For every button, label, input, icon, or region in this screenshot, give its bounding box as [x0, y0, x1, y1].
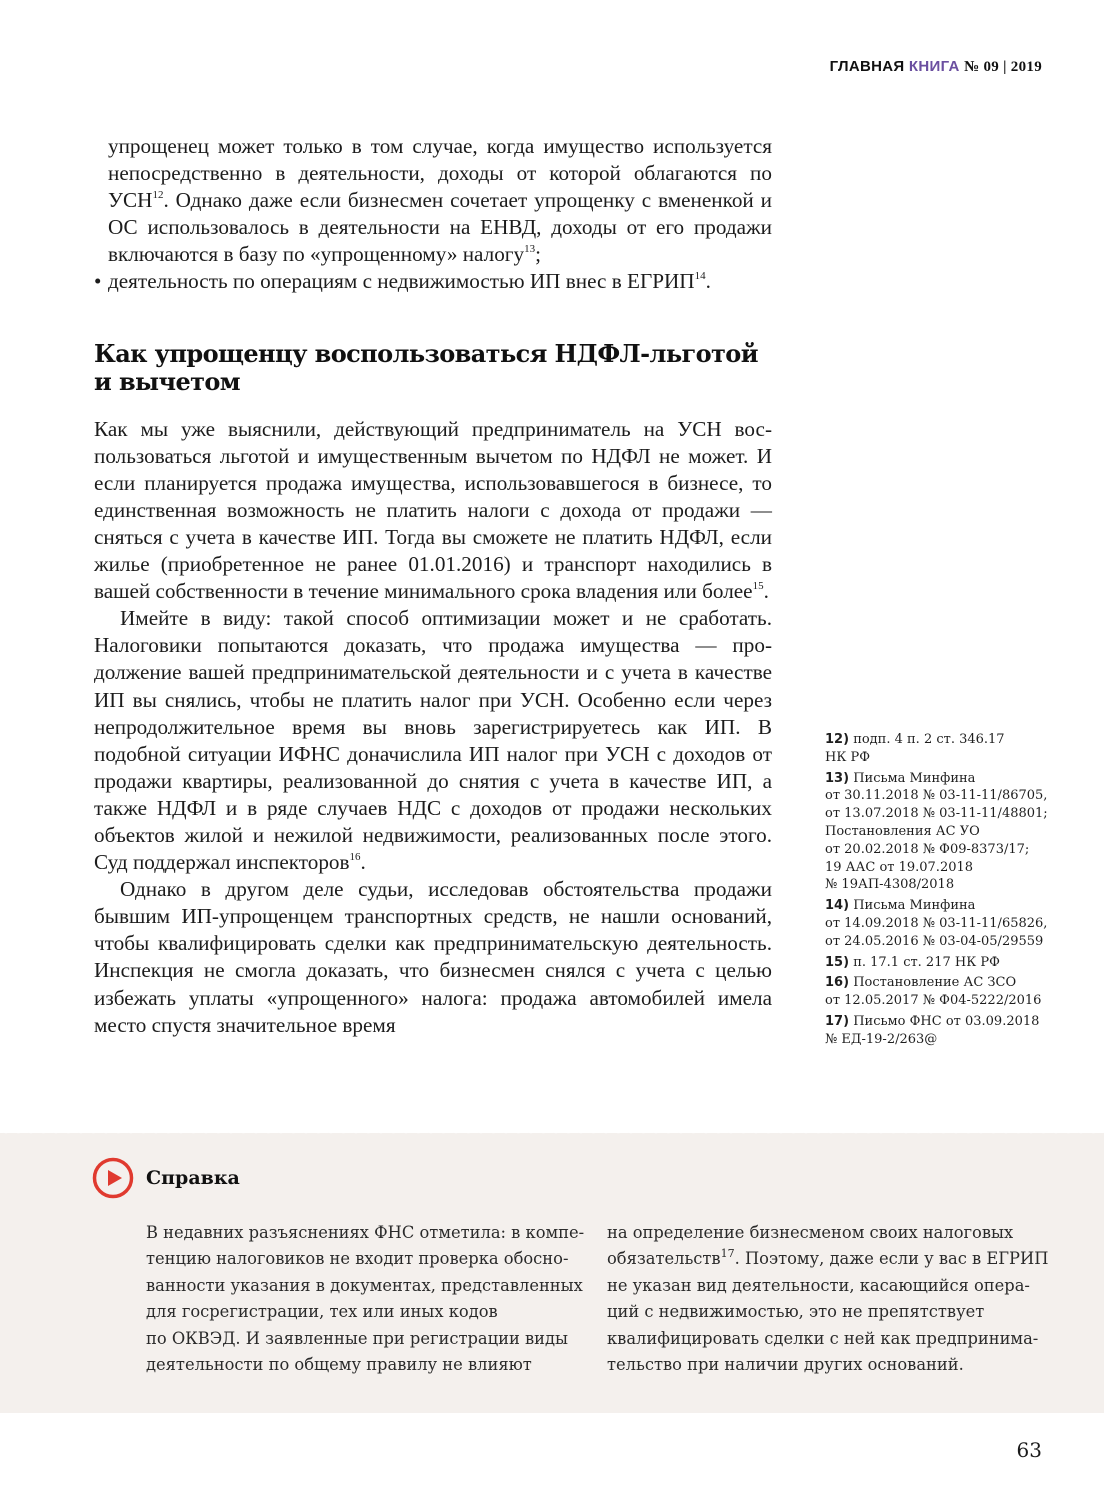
- brand-name: ГЛАВНАЯ: [829, 58, 905, 75]
- footnote-12: 12) подп. 4 п. 2 ст. 346.17 НК РФ: [825, 732, 1005, 765]
- footnote-13: 13) Письма Минфина от 30.11.2018 № 03-11-11/86705, от 13.07.2018 № 03-11-11/48801; Постановления АС УО от 20.02.2018 № Ф09-8373/17; 19 ААС от 19.07.2018 № 19АП-4308/2018: [825, 770, 1048, 893]
- paragraph: Имейте в виду: такой способ оптимизации может и не сработать. Налоговики попытаются доказать, что продажа имущества — продолжение вашей предпринимательской деятельности и с учета в качестве ИП вы снялись, чтобы не платить налог при УСН. Особенно если через непродолжительное время вы вновь зарегистрируетесь как ИП. В подобной ситуации ИФНС доначислила ИП налог при УСН с доходов от продажи квартиры, реализованной до снятия с учета в качестве ИП, а также НДФЛ и в ряде случаев НДС с доходов от продажи нескольких объектов жилой и нежилой недвижимости, реализованных после этого. Суд поддержал инспекторов$^{16}$.: [94, 606, 772, 875]
- footnote-ref[interactable]: 13: [524, 243, 536, 256]
- bullet-list-item: • деятельность по операциям с недвижимостью ИП внес в ЕГРИП$^{14}$.: [94, 268, 772, 295]
- play-circle-icon: [92, 1157, 134, 1199]
- footnote-17: 17) Письмо ФНС от 03.09.2018 № ЕД-19-2/263@: [825, 1013, 1040, 1047]
- main-article-column: [94, 133, 772, 1039]
- reference-box-title: Справка: [146, 1167, 240, 1189]
- footnote-15: 15) п. 17.1 ст. 217 НК РФ: [825, 954, 1000, 970]
- footnote-ref[interactable]: 17: [720, 1246, 735, 1260]
- footnote-ref[interactable]: 14: [694, 270, 706, 283]
- reference-box-header: [92, 1157, 240, 1199]
- section-heading: Как упрощенцу воспользоваться НДФЛ-льготой и вычетом: [94, 338, 758, 396]
- reference-text-left: В недавних разъяснениях ФНС отметила: в компе- тенцию налоговиков не входит проверка обосно- ванности указания в документах, представленных для госрегистрации, тех или иных кодов по ОКВЭД. И заявленные при регистрации виды деятельности по общему правилу не влияют: [146, 1223, 585, 1375]
- paragraph: Как мы уже выяснили, действующий предприниматель на УСН воспользоваться льготой и имущественным вычетом по НДФЛ не может. И если планируется продажа имущества, использовавшегося в бизнесе, то единственная возможность не платить налоги с дохода от продажи — сняться с учета в качестве ИП. Тогда вы сможете не платить НДФЛ, если жилье (приобретенное не ранее 01.01.2016) и транспорт находились в вашей собственности в течение минимального срока владения или более$^{15}$.: [94, 416, 772, 604]
- page-number: 63: [1016, 1438, 1042, 1462]
- running-head: [830, 58, 1042, 76]
- footnote-ref[interactable]: 12: [152, 189, 164, 202]
- continued-list-item: упрощенец может только в том случае, когда имущество используется непосредственно в деятельности, доходы от которой облагаются по УСН$^{12}$. Однако даже если бизнесмен сочетает упрощенку с вмененкой и ОС использовалось в деятельности на ЕНВД, доходы от его продажи включаются в базу по «упрощенному» налогу$^{13}$;: [108, 134, 772, 267]
- footnote-ref[interactable]: 15: [752, 580, 764, 593]
- footnotes-sidebar: [825, 731, 1055, 1052]
- reference-box: [0, 1133, 1104, 1413]
- footnote-14: 14) Письма Минфина от 14.09.2018 № 03-11-11/65826, от 24.05.2016 № 03-04-05/29559: [825, 898, 1048, 949]
- footnote-ref[interactable]: 16: [349, 851, 361, 863]
- reference-text-right: на определение бизнесменом своих налоговых обязательств$^{17}$. Поэтому, даже если у вас в ЕГРИП не указан вид деятельности, касающийся опера- ций с недвижимостью, это не препятствует квалифицировать сделки с ней как предпринима- тельство при наличии других оснований.: [607, 1223, 1049, 1375]
- brand-accent: КНИГА: [908, 58, 960, 75]
- footnote-16: 16) Постановление АС ЗСО от 12.05.2017 № Ф04-5222/2016: [825, 975, 1042, 1009]
- issue-number: № 09 | 2019: [964, 59, 1042, 75]
- paragraph: Однако в другом деле судьи, исследовав обстоятельства продажи бывшим ИП-упрощенцем транспортных средств, не нашли оснований, чтобы квалифицировать сделки как предпринимательскую деятельность. Инспекция не смогла доказать, что бизнесмен снялся с учета с целью избежать уплаты «упрощенного» налога: продажа автомобилей имела место спустя значительное время: [94, 877, 772, 1037]
- bullet-icon: •: [94, 269, 102, 294]
